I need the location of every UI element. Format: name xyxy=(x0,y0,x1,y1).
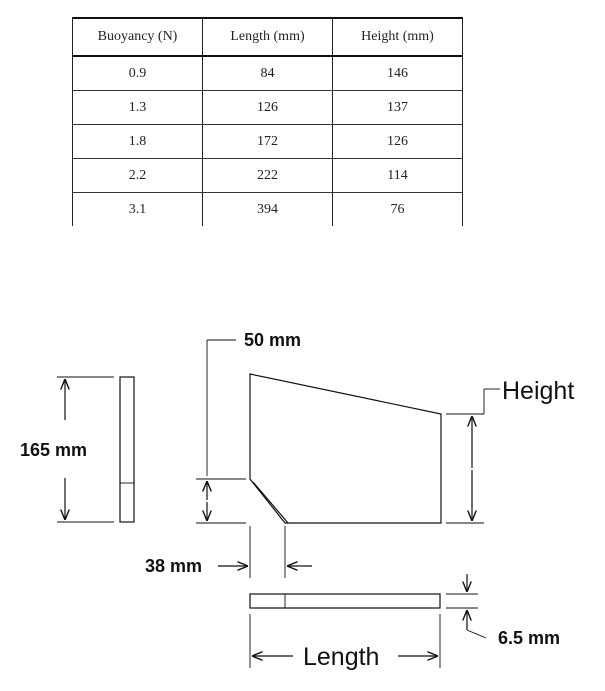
header-buoyancy: Buoyancy (N) xyxy=(73,18,203,56)
side-view-strip xyxy=(120,377,134,522)
cell-buoyancy: 2.2 xyxy=(73,159,203,193)
cell-length: 84 xyxy=(203,56,333,91)
dimension-length xyxy=(250,614,440,671)
dimension-50mm xyxy=(196,330,301,523)
label-38mm: 38 mm xyxy=(145,556,203,576)
float-profile xyxy=(250,374,441,523)
label-height: Height xyxy=(502,377,575,405)
cell-height: 114 xyxy=(333,159,463,193)
label-165mm: 165 mm xyxy=(20,440,88,460)
cell-height: 126 xyxy=(333,125,463,159)
cell-length: 172 xyxy=(203,125,333,159)
label-6-5mm: 6.5 mm xyxy=(498,628,561,648)
cell-height: 137 xyxy=(333,91,463,125)
label-length: Length xyxy=(303,643,380,671)
bottom-view-strip xyxy=(250,594,440,608)
cell-length: 394 xyxy=(203,193,333,227)
dimension-6-5mm xyxy=(446,574,560,648)
header-height: Height (mm) xyxy=(333,18,463,56)
cell-buoyancy: 0.9 xyxy=(73,56,203,91)
cell-buoyancy: 1.8 xyxy=(73,125,203,159)
cell-buoyancy: 3.1 xyxy=(73,193,203,227)
dimension-38mm xyxy=(145,526,312,578)
header-length: Length (mm) xyxy=(203,18,333,56)
cell-height: 76 xyxy=(333,193,463,227)
cell-length: 222 xyxy=(203,159,333,193)
dimension-165mm xyxy=(20,377,114,522)
cell-length: 126 xyxy=(203,91,333,125)
cell-buoyancy: 1.3 xyxy=(73,91,203,125)
dimension-height xyxy=(446,377,574,523)
label-50mm: 50 mm xyxy=(244,330,302,350)
cell-height: 146 xyxy=(333,56,463,91)
